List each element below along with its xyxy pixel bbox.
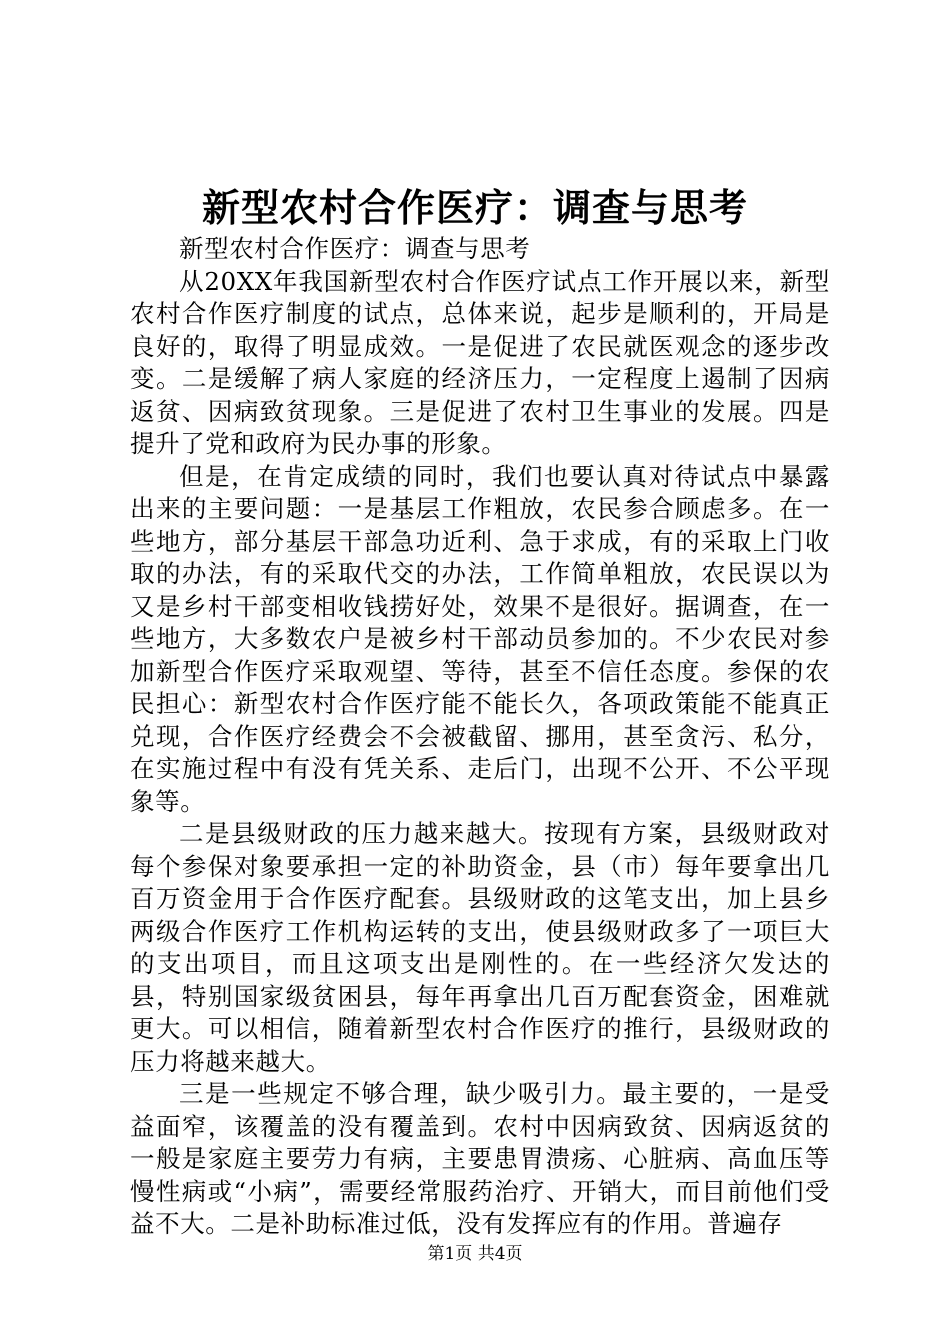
body-paragraph: 从20XX年我国新型农村合作医疗试点工作开展以来，新型农村合作医疗制度的试点，总体来说，起步是顺利的，开局是良好的，取得了明显成效。一是促进了农民就医观念的逐步改变。二是缓解了病人家庭的经济压力，一定程度上遏制了因病返贫、因病致贫现象。三是促进了农村卫生事业的发展。四是提升了党和政府为民办事的形象。	[130, 266, 830, 458]
body-paragraph: 但是，在肯定成绩的同时，我们也要认真对待试点中暴露出来的主要问题：一是基层工作粗放，农民参合顾虑多。在一些地方，部分基层干部急功近利、急于求成，有的采取上门收取的办法，有的采取代交的办法，工作简单粗放，农民误以为又是乡村干部变相收钱捞好处，效果不是很好。据调查，在一些地方，大多数农户是被乡村干部动员参加的。不少农民对参加新型合作医疗采取观望、等待，甚至不信任态度。参保的农民担心：新型农村合作医疗能不能长久，各项政策能不能真正兑现，合作医疗经费会不会被截留、挪用，甚至贪污、私分，在实施过程中有没有凭关系、走后门，出现不公开、不公平现象等。	[130, 461, 830, 816]
document-title: 新型农村合作医疗：调查与思考	[201, 185, 748, 230]
body-paragraph: 三是一些规定不够合理，缺少吸引力。最主要的，一是受益面窄，该覆盖的没有覆盖到。农村中因病致贫、因病返贫的一般是家庭主要劳力有病，主要患胃溃疡、心脏病、高血压等慢性病或“小病”，需要经常服药治疗、开销大，而目前他们受益不大。二是补助标准过低，没有发挥应有的作用。普遍存	[130, 1079, 830, 1238]
subtitle-paragraph: 新型农村合作医疗：调查与思考	[179, 234, 531, 263]
page-number-footer: 第1页 共4页	[427, 1244, 523, 1264]
document-body	[130, 233, 830, 1241]
body-paragraph: 二是县级财政的压力越来越大。按现有方案，县级财政对每个参保对象要承担一定的补助资金，县（市）每年要拿出几百万资金用于合作医疗配套。县级财政的这笔支出，加上县乡两级合作医疗工作机构运转的支出，使县级财政多了一项巨大的支出项目，而且这项支出是刚性的。在一些经济欠发达的县，特别国家级贫困县，每年再拿出几百万配套资金，困难就更大。可以相信，随着新型农村合作医疗的推行，县级财政的压力将越来越大。	[130, 819, 830, 1076]
